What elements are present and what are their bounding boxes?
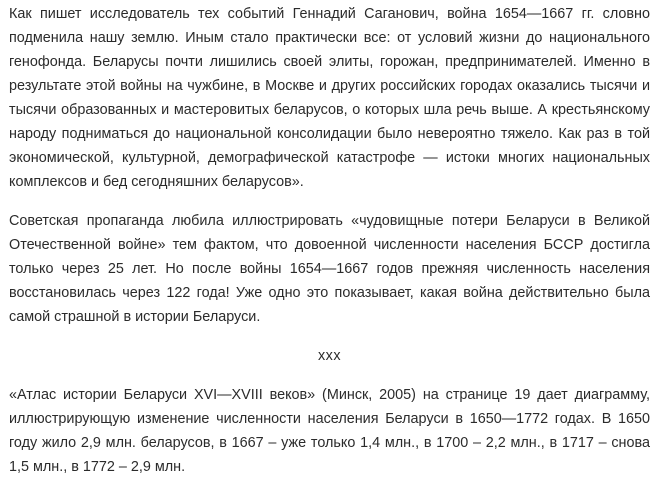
paragraph-saganovich-quote: Как пишет исследователь тех событий Геннадий Саганович, война 1654—1667 гг. словно подменила нашу землю. Иным стало практически все: от условий жизни до национального генофонда. Беларусы почти лишились своей элиты, горожан, предпринимателей. Именно в результате этой войны на чужбине, в Москве и других российских городах оказались тысячи и тысячи образованных и мастеровитых беларусов, о которых шла речь выше. А крестьянскому народу подниматься до национальной консолидации было невероятно тяжело. Как раз в той экономической, культурной, демографической катастрофе — истоки многих национальных комплексов и бед сегодняшних беларусов». — [9, 6, 650, 190]
paragraph-soviet-propaganda: Советская пропаганда любила иллюстрировать «чудовищные потери Беларуси в Великой Отечественной войне» тем фактом, что довоенной численности населения БССР достигла только через 25 лет. Но после войны 1654—1667 годов прежняя численность населения восстановилась через 122 года! Уже одно это показывает, какая война действительно была самой страшной в истории Беларуси. — [9, 213, 650, 325]
section-divider: xxx — [317, 348, 342, 364]
paragraph-atlas-population: «Атлас истории Беларуси XVI—XVIII веков» (Минск, 2005) на странице 19 дает диаграмму, иллюстрирующую изменение численности населения Беларуси в 1650—1772 годах. В 1650 году жило 2,9 млн. беларусов, в 1667 – уже только 1,4 млн., в 1700 – 2,2 млн., в 1717 – снова 1,5 млн., в 1772 – 2,9 млн. — [9, 387, 650, 475]
